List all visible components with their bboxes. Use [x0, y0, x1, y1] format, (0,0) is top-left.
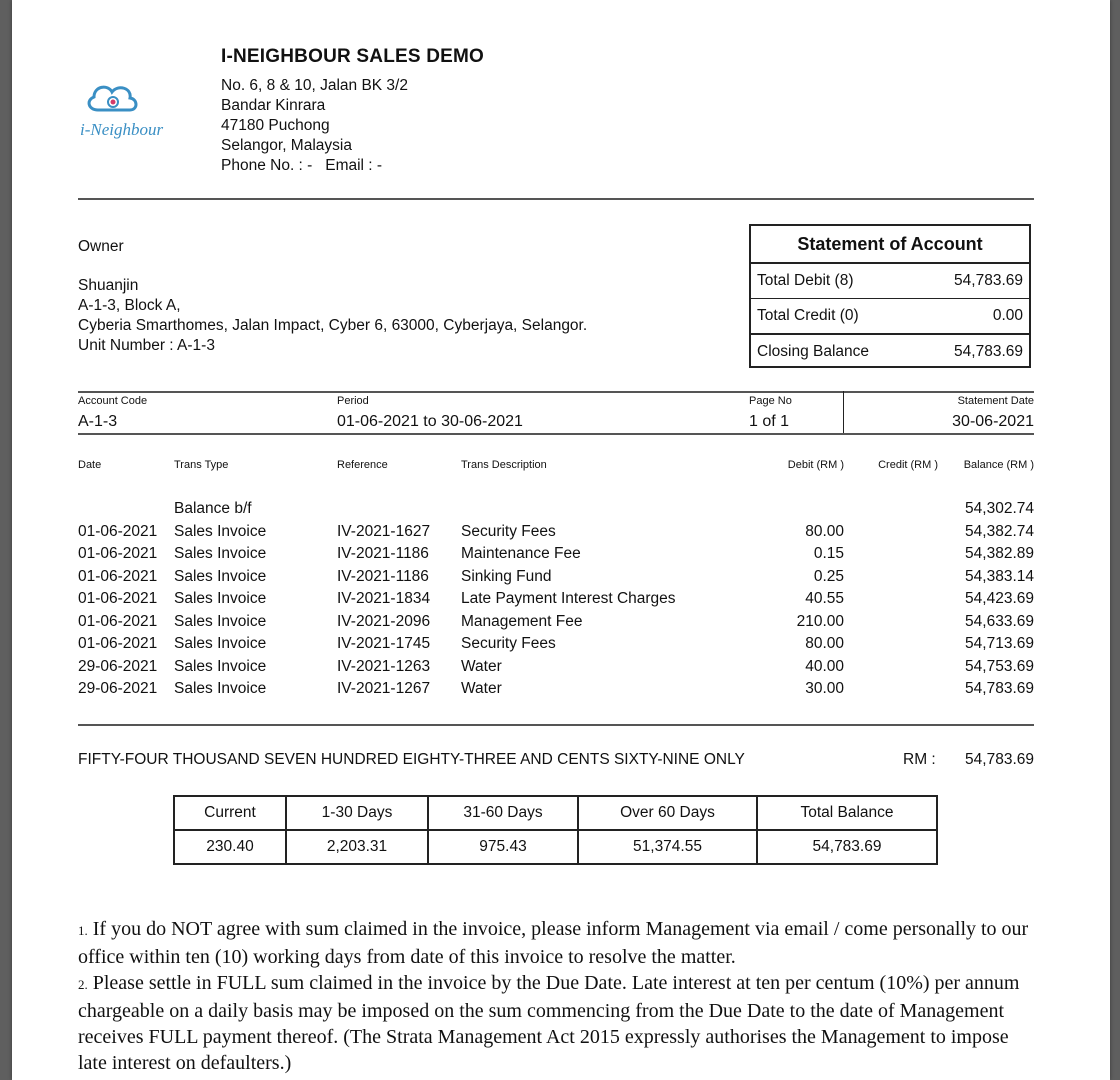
aging-header: Total Balance — [757, 796, 937, 830]
txn-date: 01-06-2021 — [78, 590, 158, 607]
rm-label: RM : — [903, 751, 936, 768]
note-number: 2. — [78, 977, 88, 992]
txn-type: Sales Invoice — [174, 657, 267, 675]
note-number: 1. — [78, 923, 88, 938]
txn-reference: IV-2021-1186 — [337, 545, 429, 562]
txn-debit: 0.15 — [813, 545, 844, 562]
closing-balance-value: 54,783.69 — [954, 343, 1023, 360]
total-credit-row — [751, 299, 1029, 334]
note-text: If you do NOT agree with sum claimed in the invoice, please inform Management via email / come personally to our office within ten (10) working days from date of this invoice to resolve the matter. — [78, 918, 1029, 968]
info-bottom-rule — [78, 433, 1034, 435]
txn-date: 29-06-2021 — [78, 680, 158, 697]
txn-debit: 80.00 — [805, 522, 844, 540]
txn-reference: IV-2021-1186 — [337, 567, 429, 585]
txn-date: 01-06-2021 — [78, 612, 158, 630]
table-row — [12, 543, 1110, 566]
txn-date: 01-06-2021 — [78, 545, 158, 562]
txn-balance: 54,423.69 — [965, 590, 1034, 607]
period-label: Period — [337, 395, 369, 407]
txn-description: Security Fees — [461, 635, 556, 652]
txn-balance: 54,753.69 — [965, 657, 1034, 675]
table-row — [12, 633, 1110, 656]
period: 01-06-2021 to 30-06-2021 — [337, 413, 523, 430]
address-line: No. 6, 8 & 10, Jalan BK 3/2 — [221, 77, 408, 94]
txn-date: 29-06-2021 — [78, 657, 158, 675]
terms-notes — [78, 916, 1038, 1076]
page-no-label: Page No — [749, 395, 792, 407]
balance-bf-label: Balance b/f — [174, 500, 252, 517]
txn-type: Sales Invoice — [174, 680, 267, 697]
txn-balance: 54,383.14 — [965, 567, 1034, 585]
col-balance: Balance (RM ) — [963, 459, 1034, 471]
col-reference: Reference — [337, 459, 388, 471]
owner-address-2: Cyberia Smarthomes, Jalan Impact, Cyber 6, 63000, Cyberjaya, Selangor. — [78, 317, 588, 334]
note-2 — [78, 970, 1038, 1076]
table-row — [12, 678, 1110, 701]
owner-name: Shuanjin — [78, 277, 139, 294]
address-line: 47180 Puchong — [221, 117, 330, 134]
balance-bf-row — [12, 498, 1110, 521]
total-amount: 54,783.69 — [965, 751, 1034, 768]
txn-balance: 54,783.69 — [965, 680, 1034, 697]
txn-balance: 54,382.89 — [965, 545, 1034, 562]
aging-value: 230.40 — [174, 830, 286, 864]
col-credit: Credit (RM ) — [878, 459, 938, 471]
txn-description: Water — [461, 680, 502, 697]
txn-description: Water — [461, 657, 502, 675]
txn-type: Sales Invoice — [174, 522, 267, 540]
statement-page — [12, 0, 1110, 1080]
aging-header: Over 60 Days — [578, 796, 757, 830]
owner-label: Owner — [78, 238, 124, 255]
company-address — [221, 76, 408, 176]
txn-date: 01-06-2021 — [78, 567, 158, 585]
total-credit-label: Total Credit (0) — [757, 307, 859, 324]
logo-text: i-Neighbour — [80, 120, 164, 139]
aging-value: 2,203.31 — [286, 830, 428, 864]
statement-summary-box — [749, 224, 1031, 368]
txn-debit: 80.00 — [805, 635, 844, 652]
table-row — [12, 656, 1110, 679]
table-row — [12, 566, 1110, 589]
info-top-rule — [78, 391, 1034, 393]
note-text: Please settle in FULL sum claimed in the invoice by the Due Date. Late interest at ten per centum (10%) per annum chargeable on a daily basis may be imposed on the sum commencing from the Due Date to the date of Management receives FULL payment thereof. (The Strata Management Act 2015 expressly authorises the Management to impose late interest on defaulters.) — [78, 972, 1020, 1074]
txn-debit: 210.00 — [796, 612, 844, 630]
contact-line: Phone No. : - Email : - — [221, 157, 383, 174]
txn-reference: IV-2021-1627 — [337, 522, 431, 540]
txn-date: 01-06-2021 — [78, 635, 158, 652]
closing-balance-row — [751, 334, 1029, 369]
header-divider — [78, 198, 1034, 200]
amount-in-words: FIFTY-FOUR THOUSAND SEVEN HUNDRED EIGHTY-THREE AND CENTS SIXTY-NINE ONLY — [78, 751, 745, 768]
owner-unit: Unit Number : A-1-3 — [78, 337, 215, 354]
txn-description: Late Payment Interest Charges — [461, 590, 676, 607]
info-divider — [843, 391, 844, 434]
owner-address-1: A-1-3, Block A, — [78, 297, 181, 314]
address-line: Selangor, Malaysia — [221, 137, 352, 154]
account-code-label: Account Code — [78, 395, 148, 407]
balance-bf-value: 54,302.74 — [965, 500, 1034, 517]
col-trans-type: Trans Type — [174, 459, 229, 471]
statement-date-label: Statement Date — [957, 395, 1034, 407]
owner-block — [78, 276, 587, 356]
col-date: Date — [78, 459, 102, 471]
txn-balance: 54,633.69 — [965, 612, 1034, 630]
aging-header: 31-60 Days — [428, 796, 578, 830]
table-bottom-rule — [78, 724, 1034, 726]
total-debit-row — [751, 264, 1029, 299]
txn-type: Sales Invoice — [174, 590, 267, 607]
aging-value: 54,783.69 — [757, 830, 937, 864]
aging-header: 1-30 Days — [286, 796, 428, 830]
txn-type: Sales Invoice — [174, 567, 267, 585]
txn-type: Sales Invoice — [174, 635, 267, 652]
txn-debit: 40.00 — [805, 657, 844, 675]
aging-header: Current — [174, 796, 286, 830]
txn-balance: 54,713.69 — [965, 635, 1034, 652]
txn-description: Management Fee — [461, 612, 583, 630]
txn-debit: 40.55 — [805, 590, 844, 607]
total-debit-label: Total Debit (8) — [757, 272, 854, 289]
txn-description: Sinking Fund — [461, 567, 552, 585]
col-description: Trans Description — [461, 459, 547, 471]
note-1 — [78, 916, 1038, 970]
txn-date: 01-06-2021 — [78, 522, 158, 540]
account-code: A-1-3 — [78, 413, 118, 430]
txn-reference: IV-2021-1263 — [337, 657, 431, 675]
table-row — [12, 521, 1110, 544]
table-row — [12, 588, 1110, 611]
address-line: Bandar Kinrara — [221, 97, 326, 114]
txn-reference: IV-2021-1745 — [337, 635, 431, 652]
txn-type: Sales Invoice — [174, 612, 267, 630]
table-row — [12, 611, 1110, 634]
company-name: I-NEIGHBOUR SALES DEMO — [221, 46, 485, 67]
closing-balance-label: Closing Balance — [757, 343, 870, 360]
total-debit-value: 54,783.69 — [954, 272, 1023, 289]
txn-debit: 0.25 — [813, 567, 844, 585]
txn-reference: IV-2021-1267 — [337, 680, 431, 697]
aging-header-row — [174, 796, 937, 830]
aging-value: 975.43 — [428, 830, 578, 864]
aging-value: 51,374.55 — [578, 830, 757, 864]
page-no: 1 of 1 — [749, 413, 790, 430]
txn-reference: IV-2021-1834 — [337, 590, 431, 607]
statement-title: Statement of Account — [751, 226, 1029, 264]
col-debit: Debit (RM ) — [787, 459, 844, 471]
txn-type: Sales Invoice — [174, 545, 267, 562]
aging-table — [173, 795, 938, 865]
statement-date: 30-06-2021 — [952, 413, 1034, 430]
txn-description: Security Fees — [461, 522, 556, 540]
txn-reference: IV-2021-2096 — [337, 612, 431, 630]
txn-balance: 54,382.74 — [965, 522, 1034, 540]
txn-debit: 30.00 — [805, 680, 844, 697]
transactions-table — [12, 498, 1110, 701]
aging-value-row — [174, 830, 937, 864]
total-credit-value: 0.00 — [992, 307, 1023, 324]
txn-description: Maintenance Fee — [461, 545, 581, 562]
cloud-logo-icon — [76, 80, 206, 142]
